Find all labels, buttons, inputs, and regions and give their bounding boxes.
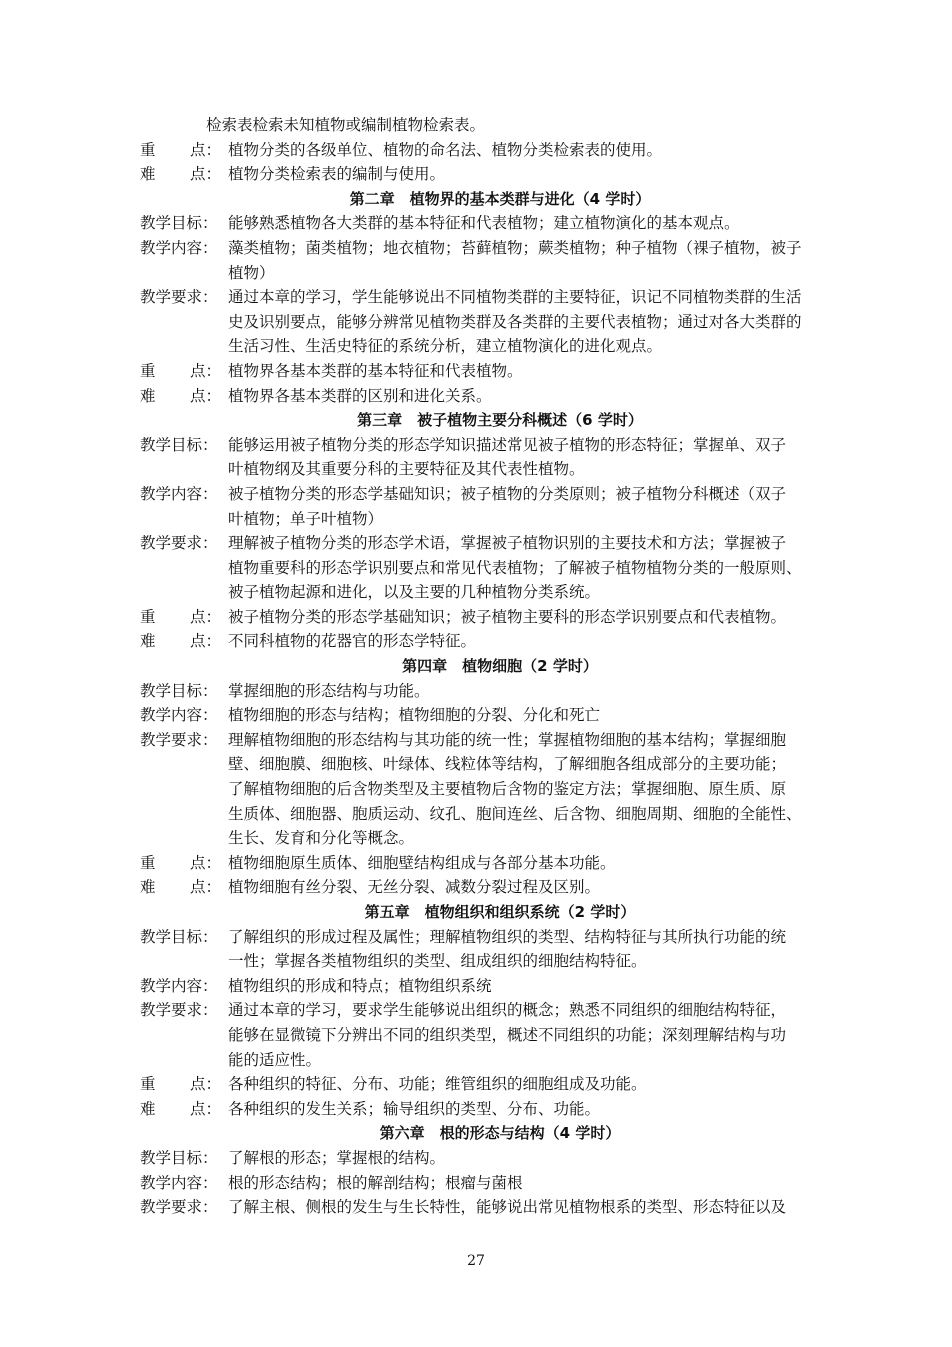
- ch6-requirement-row: [140, 1195, 840, 1220]
- ch2-requirement-text: 史及识别要点，能够分辨常见植物类群及各类群的主要代表植物；通过对各大类群的: [228, 312, 802, 331]
- ch5-content-label: 教学内容：: [140, 976, 218, 995]
- ch3-requirement-text: 理解被子植物分类的形态学术语，掌握被子植物识别的主要技术和方法；掌握被子: [228, 534, 787, 553]
- ch2-requirement-text: 生活习性、生活史特征的系统分析，建立植物演化的进化观点。: [228, 337, 663, 356]
- ch3-goal-continuation: [140, 457, 840, 482]
- indent-spacer: [140, 310, 228, 335]
- ch4-requirement-text: 了解植物细胞的后含物类型及主要植物后含物的鉴定方法；掌握细胞、原生质、原: [228, 780, 787, 799]
- ch4-requirement-continuation: [140, 752, 840, 777]
- ch3-difficulty-label-a: 难: [140, 632, 156, 651]
- ch2-difficulty-row: [140, 384, 840, 409]
- ch2-key-text: 植物界各基本类群的基本特征和代表植物。: [228, 361, 523, 380]
- ch2-key-row: [140, 359, 840, 384]
- ch1-key-label: [140, 138, 228, 163]
- ch2-content-label: 教学内容：: [140, 238, 218, 257]
- ch4-requirement-continuation: [140, 777, 840, 802]
- ch2-difficulty-text: 植物界各基本类群的区别和进化关系。: [228, 386, 492, 405]
- ch4-requirement-text: 生质体、细胞器、胞质运动、纹孔、胞间连丝、后含物、细胞周期、细胞的全能性、: [228, 804, 802, 823]
- ch4-requirement-text: 理解植物细胞的形态结构与其功能的统一性；掌握植物细胞的基本结构；掌握细胞: [228, 730, 787, 749]
- ch2-content-text: 植物）: [228, 263, 275, 282]
- ch6-goal-label: 教学目标：: [140, 1148, 218, 1167]
- ch4-requirement-continuation: [140, 826, 840, 851]
- indent-spacer: [140, 556, 228, 581]
- ch5-difficulty-row: [140, 1097, 840, 1122]
- ch5-requirement-text: 能的适应性。: [228, 1050, 322, 1069]
- ch2-key-label-b: 点：: [189, 361, 221, 380]
- ch5-difficulty-label: [140, 1097, 228, 1122]
- ch5-goal-text: 一性；掌握各类植物组织的类型、组成组织的细胞结构特征。: [228, 952, 647, 971]
- indent-spacer: [140, 1048, 228, 1073]
- ch6-requirement-label: 教学要求：: [140, 1198, 218, 1217]
- ch3-difficulty-label-b: 点：: [189, 632, 221, 651]
- ch2-goal-row: [140, 211, 840, 236]
- ch5-key-row: [140, 1072, 840, 1097]
- ch1-difficulty-label-a: 难: [140, 165, 156, 184]
- ch3-requirement-continuation: [140, 580, 840, 605]
- ch4-requirement-continuation: [140, 802, 840, 827]
- ch5-key-label-a: 重: [140, 1075, 156, 1094]
- ch2-key-label: [140, 359, 228, 384]
- ch5-difficulty-text: 各种组织的发生关系；输导组织的类型、分布、功能。: [228, 1099, 601, 1118]
- ch6-content-text: 根的形态结构；根的解剖结构；根瘤与菌根: [228, 1173, 523, 1192]
- ch5-goal-row: [140, 925, 840, 950]
- ch5-content-text: 植物组织的形成和特点；植物组织系统: [228, 976, 492, 995]
- ch3-goal-text: 能够运用被子植物分类的形态学知识描述常见被子植物的形态特征；掌握单、双子: [228, 435, 787, 454]
- ch2-requirement-text: 通过本章的学习，学生能够说出不同植物类群的主要特征，识记不同植物类群的生活: [228, 288, 802, 307]
- indent-spacer: [140, 580, 228, 605]
- ch2-content-continuation: [140, 261, 840, 286]
- indent-spacer: [140, 507, 228, 532]
- ch3-content-continuation: [140, 507, 840, 532]
- ch3-requirement-text: 被子植物起源和进化，以及主要的几种植物分类系统。: [228, 583, 601, 602]
- ch4-difficulty-label-b: 点：: [189, 878, 221, 897]
- ch5-key-label-b: 点：: [189, 1075, 221, 1094]
- ch1-key-row: [140, 138, 840, 163]
- ch2-difficulty-label-a: 难: [140, 386, 156, 405]
- ch1-difficulty-row: [140, 162, 840, 187]
- ch2-key-label-a: 重: [140, 361, 156, 380]
- indent-spacer: [140, 826, 228, 851]
- ch5-goal-continuation: [140, 949, 840, 974]
- ch3-requirement-text: 植物重要科的形态学识别要点和常见代表植物；了解被子植物植物分类的一般原则、: [228, 558, 802, 577]
- ch4-key-label: [140, 851, 228, 876]
- ch2-difficulty-label-b: 点：: [189, 386, 221, 405]
- ch3-difficulty-text: 不同科植物的花器官的形态学特征。: [228, 632, 477, 651]
- indent-spacer: [140, 949, 228, 974]
- ch2-goal-label: 教学目标：: [140, 214, 218, 233]
- page-number: 27: [467, 1253, 485, 1269]
- ch1-key-text: 植物分类的各级单位、植物的命名法、植物分类检索表的使用。: [228, 140, 663, 159]
- ch5-requirement-label: 教学要求：: [140, 1001, 218, 1020]
- indent-spacer: [140, 261, 228, 286]
- syllabus-body: [140, 113, 840, 1220]
- ch5-requirement-text: 能够在显微镜下分辨出不同的组织类型，概述不同组织的功能；深刻理解结构与功: [228, 1025, 787, 1044]
- ch3-difficulty-label: [140, 629, 228, 654]
- ch2-requirement-label: 教学要求：: [140, 288, 218, 307]
- ch3-key-label-b: 点：: [189, 607, 221, 626]
- ch5-difficulty-label-a: 难: [140, 1099, 156, 1118]
- ch5-key-text: 各种组织的特征、分布、功能；维管组织的细胞组成及功能。: [228, 1075, 647, 1094]
- indent-spacer: [140, 802, 228, 827]
- ch2-content-text: 藻类植物；菌类植物；地衣植物；苔藓植物；蕨类植物；种子植物（裸子植物，被子: [228, 238, 802, 257]
- intro-line: 检索表检索未知植物或编制植物检索表。: [206, 116, 486, 134]
- ch3-goal-row: [140, 433, 840, 458]
- indent-spacer: [140, 752, 228, 777]
- ch4-content-text: 植物细胞的形态与结构；植物细胞的分裂、分化和死亡: [228, 706, 601, 725]
- ch4-difficulty-label-a: 难: [140, 878, 156, 897]
- ch2-requirement-continuation: [140, 310, 840, 335]
- ch3-content-row: [140, 482, 840, 507]
- ch4-requirement-text: 壁、细胞膜、细胞核、叶绿体、线粒体等结构，了解细胞各组成部分的主要功能；: [228, 755, 787, 774]
- indent-spacer: [140, 777, 228, 802]
- ch4-content-row: [140, 703, 840, 728]
- ch5-content-row: [140, 974, 840, 999]
- ch1-key-label-b: 点：: [189, 140, 221, 159]
- ch4-key-label-a: 重: [140, 853, 156, 872]
- ch5-requirement-row: [140, 998, 840, 1023]
- ch3-key-label: [140, 605, 228, 630]
- ch3-requirement-continuation: [140, 556, 840, 581]
- ch3-goal-label: 教学目标：: [140, 435, 218, 454]
- ch6-chapter-title: 第六章 根的形态与结构（4 学时）: [379, 1124, 621, 1143]
- ch3-key-label-a: 重: [140, 607, 156, 626]
- ch6-content-label: 教学内容：: [140, 1173, 218, 1192]
- ch4-chapter-title: 第四章 植物细胞（2 学时）: [402, 657, 598, 676]
- indent-spacer: [140, 1023, 228, 1048]
- ch4-difficulty-label: [140, 875, 228, 900]
- ch5-chapter-title: 第五章 植物组织和组织系统（2 学时）: [364, 903, 636, 921]
- ch2-difficulty-label: [140, 384, 228, 409]
- ch2-chapter-title: 第二章 植物界的基本类群与进化（4 学时）: [349, 189, 651, 208]
- ch4-difficulty-text: 植物细胞有丝分裂、无丝分裂、减数分裂过程及区别。: [228, 878, 601, 897]
- ch4-key-row: [140, 851, 840, 876]
- ch4-content-label: 教学内容：: [140, 706, 218, 725]
- ch4-goal-text: 掌握细胞的形态结构与功能。: [228, 681, 430, 700]
- indent-spacer: [140, 334, 228, 359]
- ch4-goal-row: [140, 679, 840, 704]
- ch6-content-row: [140, 1171, 840, 1196]
- ch3-chapter-title: 第三章 被子植物主要分科概述（6 学时）: [357, 411, 643, 430]
- ch5-difficulty-label-b: 点：: [189, 1099, 221, 1118]
- ch5-key-label: [140, 1072, 228, 1097]
- ch5-goal-label: 教学目标：: [140, 927, 218, 946]
- ch3-goal-text: 叶植物纲及其重要分科的主要特征及其代表性植物。: [228, 460, 585, 479]
- ch2-goal-text: 能够熟悉植物各大类群的基本特征和代表植物；建立植物演化的基本观点。: [228, 214, 740, 233]
- ch2-content-row: [140, 236, 840, 261]
- ch5-goal-text: 了解组织的形成过程及属性；理解植物组织的类型、结构特征与其所执行功能的统: [228, 927, 787, 946]
- ch3-requirement-row: [140, 531, 840, 556]
- ch4-key-label-b: 点：: [189, 853, 221, 872]
- ch5-requirement-continuation: [140, 1023, 840, 1048]
- ch3-content-label: 教学内容：: [140, 484, 218, 503]
- ch4-key-text: 植物细胞原生质体、细胞壁结构组成与各部分基本功能。: [228, 853, 616, 872]
- ch3-requirement-label: 教学要求：: [140, 534, 218, 553]
- ch5-requirement-continuation: [140, 1048, 840, 1073]
- ch6-goal-row: [140, 1146, 840, 1171]
- ch4-goal-label: 教学目标：: [140, 681, 218, 700]
- ch3-key-row: [140, 605, 840, 630]
- ch4-requirement-text: 生长、发育和分化等概念。: [228, 829, 415, 848]
- ch4-requirement-label: 教学要求：: [140, 730, 218, 749]
- ch3-content-text: 叶植物；单子叶植物）: [228, 509, 384, 528]
- ch1-difficulty-label: [140, 162, 228, 187]
- ch4-difficulty-row: [140, 875, 840, 900]
- ch1-difficulty-text: 植物分类检索表的编制与使用。: [228, 165, 446, 184]
- ch5-requirement-text: 通过本章的学习，要求学生能够说出组织的概念；熟悉不同组织的细胞结构特征，: [228, 1001, 787, 1020]
- indent-spacer: [140, 457, 228, 482]
- ch3-difficulty-row: [140, 629, 840, 654]
- ch2-requirement-continuation: [140, 334, 840, 359]
- ch3-content-text: 被子植物分类的形态学基础知识；被子植物的分类原则；被子植物分科概述（双子: [228, 484, 787, 503]
- ch1-key-label-a: 重: [140, 140, 156, 159]
- ch4-requirement-row: [140, 728, 840, 753]
- ch2-requirement-row: [140, 285, 840, 310]
- ch6-requirement-text: 了解主根、侧根的发生与生长特性，能够说出常见植物根系的类型、形态特征以及: [228, 1198, 787, 1217]
- ch1-difficulty-label-b: 点：: [189, 165, 221, 184]
- ch3-key-text: 被子植物分类的形态学基础知识；被子植物主要科的形态学识别要点和代表植物。: [228, 607, 787, 626]
- ch6-goal-text: 了解根的形态；掌握根的结构。: [228, 1148, 446, 1167]
